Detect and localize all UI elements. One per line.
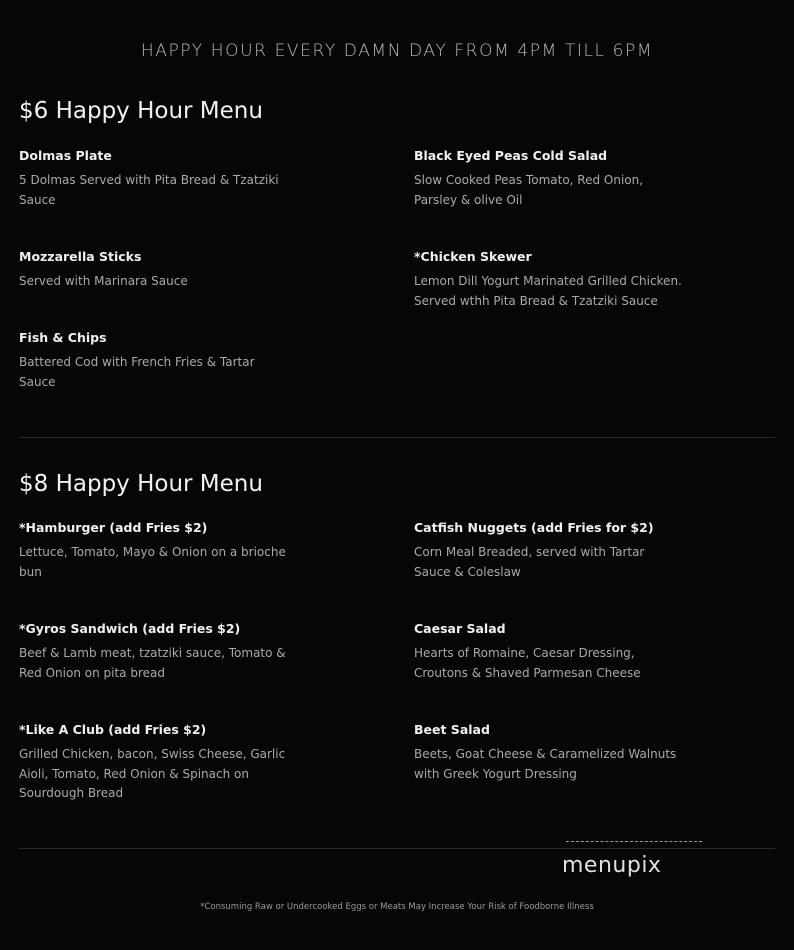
item-name: *Hamburger (add Fries $2) bbox=[19, 520, 208, 535]
item-name: Mozzarella Sticks bbox=[19, 249, 142, 264]
menu-item bbox=[19, 621, 287, 683]
menu-item bbox=[19, 249, 287, 292]
item-description: Grilled Chicken, bacon, Swiss Cheese, Garlic Aioli, Tomato, Red Onion & Spinach on Sourdough Bread bbox=[19, 747, 286, 800]
item-name: Catfish Nuggets (add Fries for $2) bbox=[414, 520, 654, 535]
section-title-6: $6 Happy Hour Menu bbox=[19, 98, 263, 124]
item-description: Beef & Lamb meat, tzatziki sauce, Tomato & Red Onion on pita bread bbox=[19, 646, 286, 680]
item-description: Hearts of Romaine, Caesar Dressing, Croutons & Shaved Parmesan Cheese bbox=[414, 646, 641, 680]
menu-item bbox=[19, 722, 287, 804]
item-description: Battered Cod with French Fries & Tartar Sauce bbox=[19, 355, 255, 389]
item-name: Black Eyed Peas Cold Salad bbox=[414, 148, 608, 163]
watermark-dash bbox=[566, 841, 702, 842]
menu-item bbox=[19, 148, 287, 210]
section-divider bbox=[19, 437, 775, 438]
menu-item bbox=[414, 520, 682, 582]
item-description: Lettuce, Tomato, Mayo & Onion on a brioche bun bbox=[19, 545, 286, 579]
item-name: *Chicken Skewer bbox=[414, 249, 532, 264]
menu-item bbox=[19, 520, 287, 582]
item-description: 5 Dolmas Served with Pita Bread & Tzatziki Sauce bbox=[19, 173, 279, 207]
section-title-8: $8 Happy Hour Menu bbox=[19, 471, 263, 497]
menupix-watermark bbox=[556, 841, 712, 887]
item-description: Served with Marinara Sauce bbox=[19, 274, 188, 288]
menu-item bbox=[414, 722, 682, 784]
item-name: Fish & Chips bbox=[19, 330, 107, 345]
happy-hour-banner: HAPPY HOUR EVERY DAMN DAY FROM 4PM TILL 6PM bbox=[140, 41, 654, 61]
item-name: Caesar Salad bbox=[414, 621, 506, 636]
item-name: Beet Salad bbox=[414, 722, 490, 737]
item-description: Slow Cooked Peas Tomato, Red Onion, Parsley & olive Oil bbox=[414, 173, 644, 207]
menu-item bbox=[414, 621, 682, 683]
menu-item bbox=[19, 330, 287, 392]
item-name: *Gyros Sandwich (add Fries $2) bbox=[19, 621, 241, 636]
item-name: *Like A Club (add Fries $2) bbox=[19, 722, 207, 737]
watermark-text: menupix bbox=[562, 853, 662, 878]
menu-item bbox=[414, 148, 682, 210]
menu-item bbox=[414, 249, 682, 311]
disclaimer: *Consuming Raw or Undercooked Eggs or Meats May Increase Your Risk of Foodborne Illness bbox=[200, 902, 594, 912]
item-name: Dolmas Plate bbox=[19, 148, 112, 163]
item-description: Lemon Dill Yogurt Marinated Grilled Chicken. Served wthh Pita Bread & Tzatziki Sauce bbox=[414, 274, 682, 308]
item-description: Beets, Goat Cheese & Caramelized Walnuts with Greek Yogurt Dressing bbox=[414, 747, 677, 781]
item-description: Corn Meal Breaded, served with Tartar Sauce & Coleslaw bbox=[414, 545, 645, 579]
